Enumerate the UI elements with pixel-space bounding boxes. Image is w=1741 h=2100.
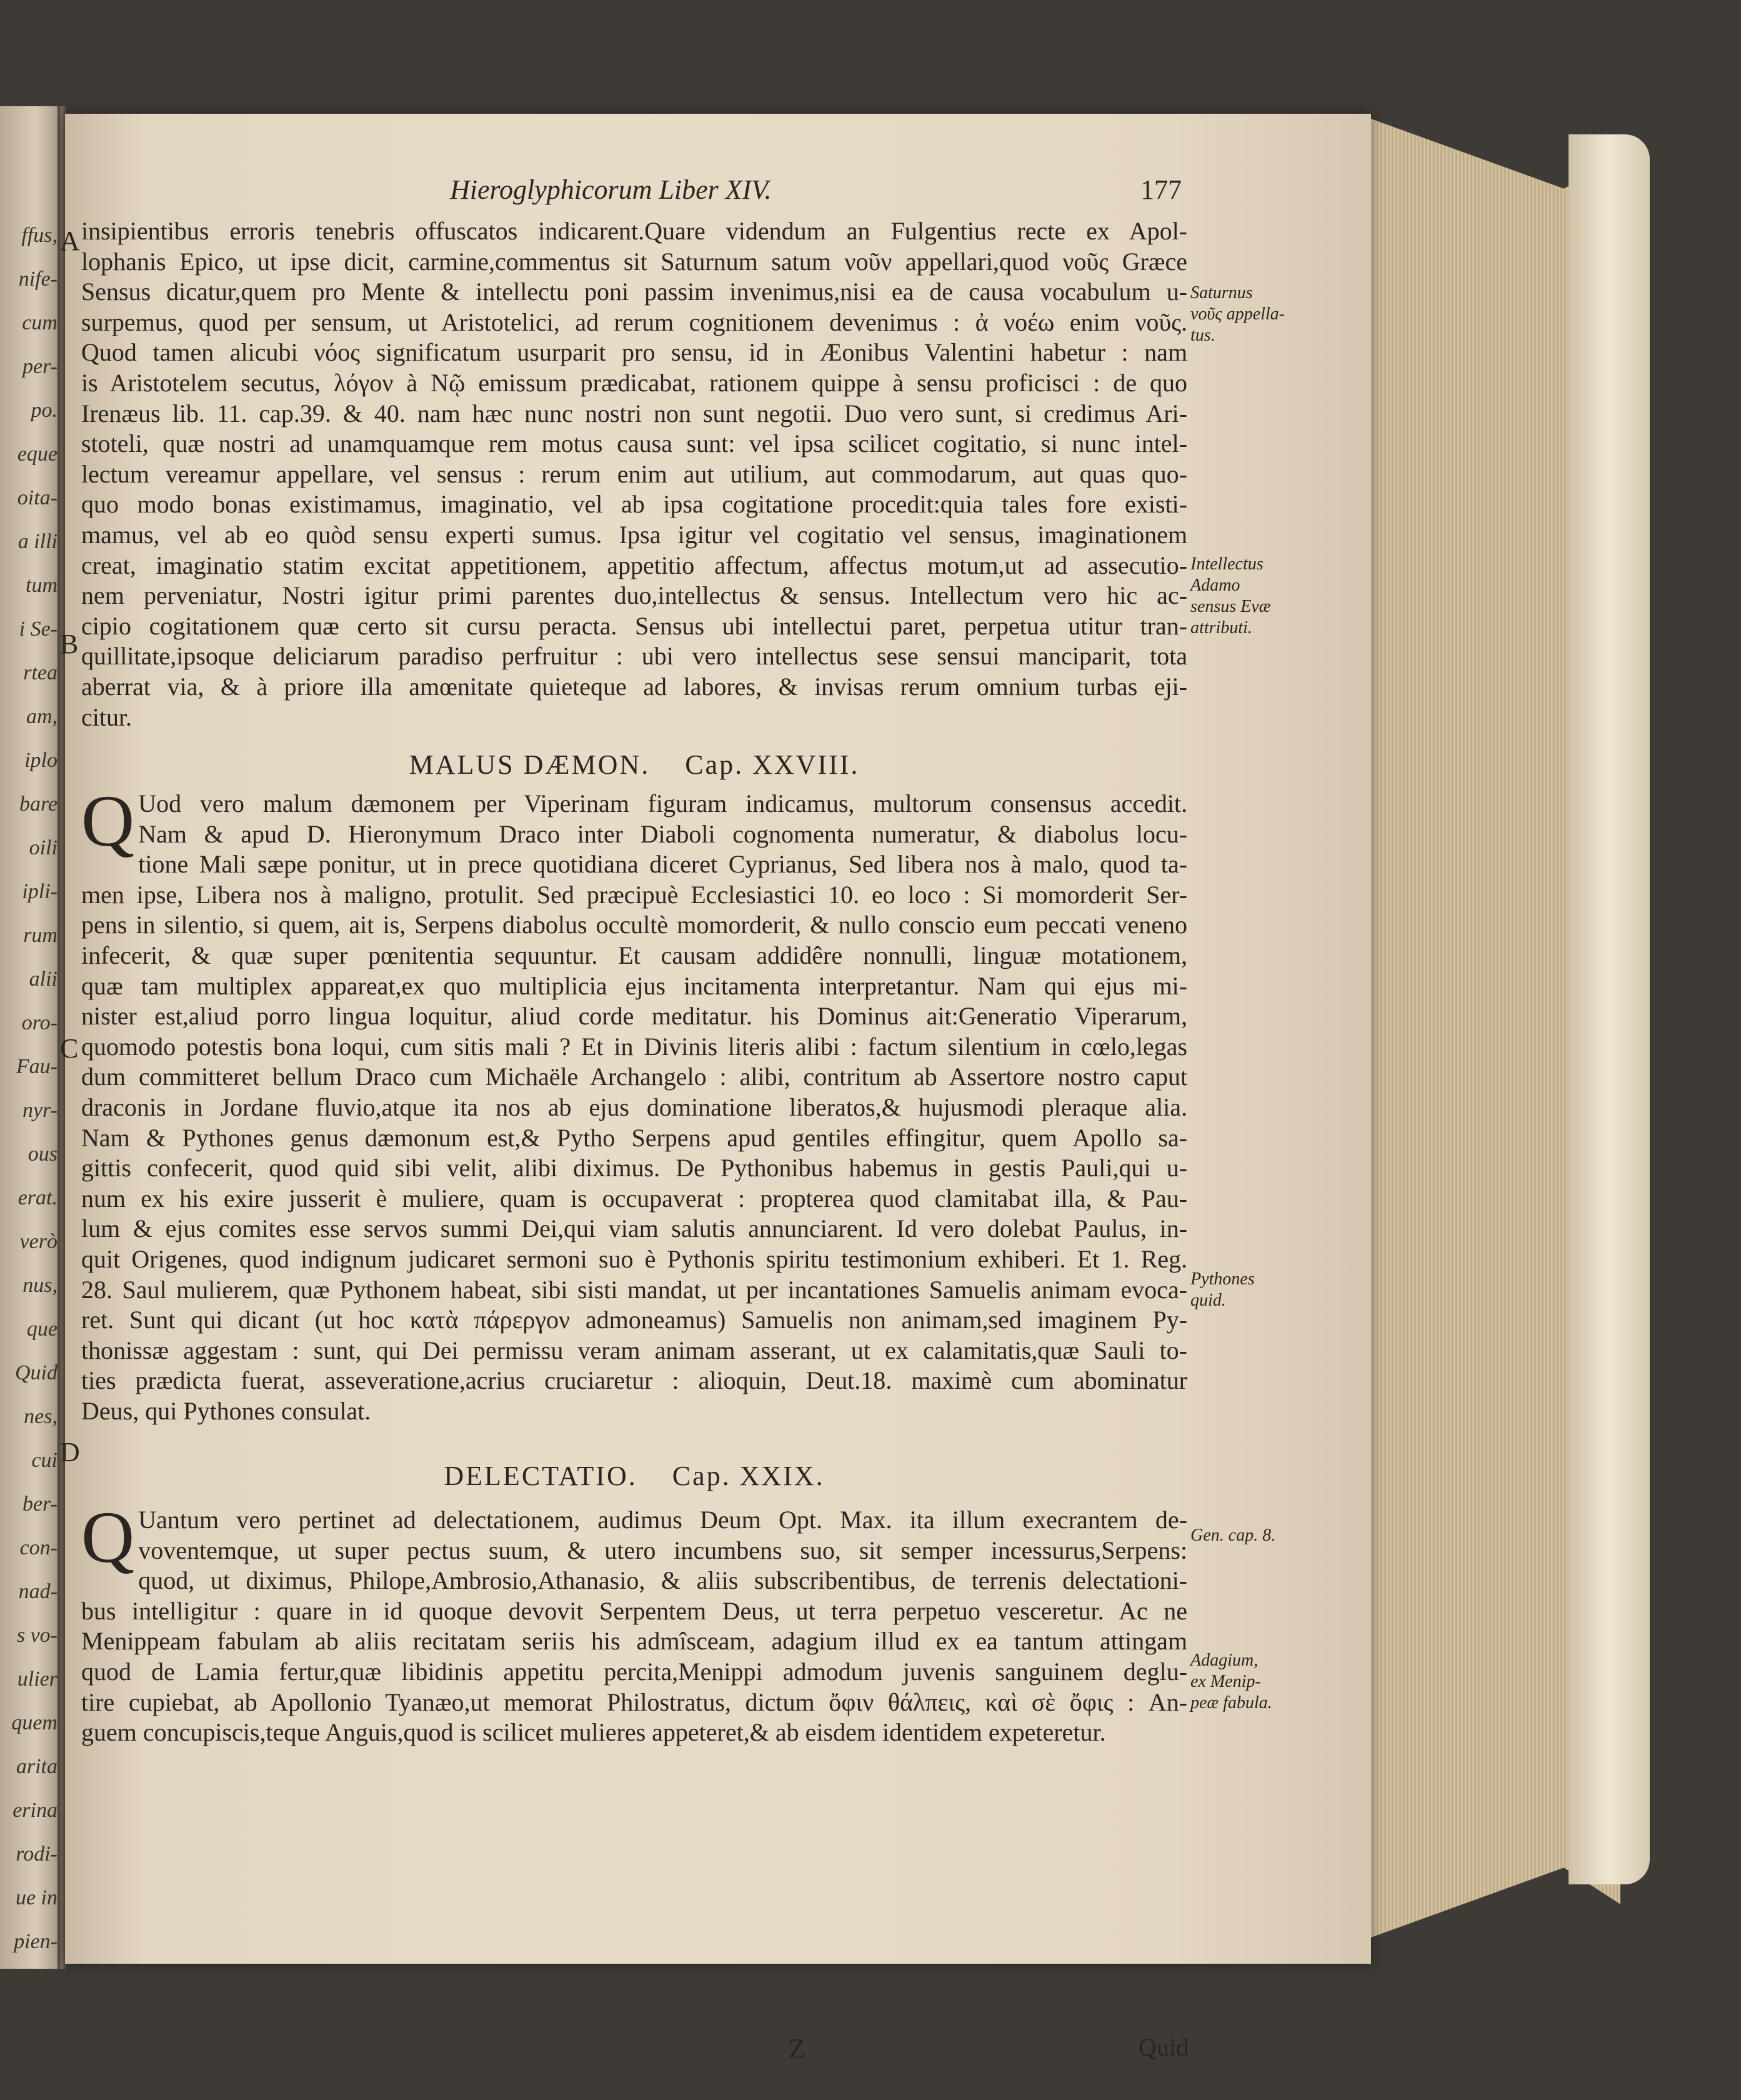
text-line: num ex his exire jusserit è muliere, quam is occupaverat : propterea quod clamitabat illa, & Pau-: [81, 1184, 1187, 1212]
facing-page-fragment: verò: [19, 1230, 57, 1253]
chapter-number: Cap. XXIX.: [672, 1461, 825, 1491]
text-line: lophanis Epico, ut ipse dicit, carmine,commentus sit Saturnum satum νοῦν appellari,quod νοῦς Græce: [81, 247, 1187, 276]
facing-page-fragment: quem: [11, 1711, 57, 1734]
text-line: voventemque, ut super pectus suum, & utero incumbens suo, sit semper incessurus,Serpens:: [138, 1536, 1187, 1564]
text-line: quod de Lamia fertur,quæ libidinis appetitu percita,Menippi admodum juvenis sanguinem deglu-: [81, 1657, 1187, 1686]
paragraph-1: [81, 216, 1187, 732]
chapter-title: MALUS DÆMON.: [409, 749, 651, 780]
facing-page-fragment: oita-: [17, 486, 57, 509]
facing-page-fragment: iplo: [24, 749, 57, 772]
margin-note-line: Adagium,: [1190, 1651, 1259, 1670]
text-line: lum & ejus comites esse servos summi Dei,qui viam salutis annunciarent. Id vero dolebat Paulus, in-: [81, 1214, 1187, 1243]
paragraph-2: [81, 780, 1187, 1426]
text-line: ties prædicta fuerat, asseveratione,acrius cruciaretur : alioquin, Deut.18. maximè cum abominatur: [81, 1366, 1187, 1395]
text-line: 28. Saul mulierem, quæ Pythonem habeat, sibi sisti mandat, ut per incantationes Samuelis animam evoca-: [81, 1275, 1187, 1304]
chapter-title: DELECTATIO.: [444, 1461, 637, 1491]
running-header: Hieroglyphicorum Liber XIV.: [450, 174, 772, 205]
text-line: guem concupiscis,teque Anguis,quod is scilicet mulieres appeteret,& ab eisdem identidem expeteretur.: [81, 1718, 1106, 1747]
margin-note-line: attributi.: [1190, 618, 1252, 638]
facing-page-fragment: cum: [22, 311, 57, 334]
margin-note-line: sensus Evæ: [1190, 597, 1271, 616]
facing-page-fragment: nad-: [18, 1580, 57, 1603]
chapter-heading-28: [81, 749, 1187, 781]
text-line: Deus, qui Pythones consulat.: [81, 1396, 371, 1425]
text-line: Nam & apud D. Hieronymum Draco inter Diaboli cognomenta numeratur, & diabolus locu-: [138, 819, 1187, 848]
facing-page-fragment: ffus,: [21, 224, 57, 247]
facing-page-fragment: oro-: [21, 1011, 57, 1034]
facing-page-fragment: nyr-: [22, 1099, 57, 1122]
text-line: quo modo bonas existimamus, imaginatio, vel ab ipsa cogitatione procedit:quia tales fore existi-: [81, 490, 1187, 519]
catchword: Quid: [1139, 2033, 1189, 2061]
margin-note-line: νοῦς appella-: [1190, 304, 1285, 324]
text-line: insipientibus erroris tenebris offuscatos indicarent.Quare videndum an Fulgentius recte ex Apol-: [81, 217, 1187, 245]
facing-page-fragment: am,: [26, 705, 57, 728]
text-line: stoteli, quæ nostri ad unamquamque rem motus causa sunt: vel ipsa scilicet cogitatio, si nunc intel-: [81, 429, 1187, 458]
facing-page-fragment: ipli-: [22, 880, 57, 903]
section-letter-d: D: [60, 1437, 80, 1468]
text-line: surpemus, quod per sensum, ut Aristotelici, ad rerum cognitionem devenimus : ἀ νοέω enim νοῦς.: [81, 308, 1187, 336]
chapter-number: Cap. XXVIII.: [685, 749, 860, 780]
section-letter-b: B: [60, 629, 79, 659]
vellum-cover: [1569, 134, 1650, 1884]
margin-note-pythones: [1190, 1269, 1255, 1311]
facing-page-fragment: ber-: [22, 1492, 57, 1516]
facing-page-fragment: oili: [29, 836, 57, 859]
margin-note-line: tus.: [1190, 326, 1215, 345]
text-line: Quod tamen alicubi νόος significatum usurparit pro sensu, id in Æonibus Valentini habetur : nam: [81, 338, 1187, 367]
facing-page-fragment: Quid: [15, 1361, 57, 1384]
section-letter-c: C: [60, 1033, 79, 1064]
facing-page-fragment: eque: [17, 442, 57, 466]
facing-page-fragment: que: [26, 1318, 57, 1341]
page-number: 177: [1140, 174, 1182, 205]
text-line: Sensus dicatur,quem pro Mente & intellectu poni passim invenimus,nisi ea de causa vocabulum u-: [81, 278, 1187, 306]
text-line: Uod vero malum dæmonem per Viperinam figuram indicamus, multorum consensus accedit.: [138, 789, 1187, 818]
text-line: quomodo potestis bona loqui, cum sitis mali ? Et in Divinis literis alibi : factum silentium in cœlo,legas: [81, 1032, 1187, 1061]
text-line: Nam & Pythones genus dæmonum est,& Pytho Serpens apud gentiles effingitur, quem Apollo sa-: [81, 1123, 1187, 1152]
facing-page-fragment: per-: [22, 355, 57, 378]
text-line: thonissæ aggestam : sunt, qui Dei permissu veram animam asserant, ut ex calamitatis,quæ Sauli to-: [81, 1336, 1187, 1364]
text-line: men ipse, Libera nos à maligno, protulit. Sed præcipuè Ecclesiastici 10. eo loco : Si momorderit Ser-: [81, 880, 1187, 909]
text-line: creat, imaginatio statim excitat appetitionem, appetitio affectum, affectus motum,ut ad assecutio-: [81, 551, 1187, 579]
facing-page-fragment: erina: [12, 1799, 57, 1822]
facing-page-fragment: nes,: [24, 1405, 57, 1428]
facing-page-fragment: erat.: [17, 1186, 57, 1209]
margin-note-adagium: [1190, 1650, 1272, 1714]
margin-note-line: Gen. cap. 8.: [1190, 1526, 1276, 1545]
facing-page-fragment: cui: [31, 1449, 57, 1472]
text-line: bus intelligitur : quare in id quoque devovit Serpentem Deus, ut terra perpetuo vesceretur. Ac ne: [81, 1596, 1187, 1625]
drop-cap: Q: [81, 1496, 135, 1578]
text-line: cipio cogitationem quæ certo sit cursu peracta. Sensus ubi intellectui paret, perpetua utitur tran-: [81, 611, 1187, 640]
facing-page-fragment: rodi-: [16, 1842, 57, 1866]
text-line: lectum vereamur appellare, vel sensus : rerum enim aut utilium, aut commodarum, aut quas quo-: [81, 459, 1187, 488]
facing-page-fragment: pien-: [14, 1930, 57, 1953]
text-line: draconis in Jordane fluvio,atque ita nos ab ejus dominatione liberatos,& hujusmodi pleraque alia.: [81, 1092, 1187, 1121]
facing-page-fragment: bare: [19, 792, 57, 816]
margin-note-line: quid.: [1190, 1291, 1226, 1310]
drop-cap: Q: [81, 780, 135, 862]
text-line: aberrat via, & à priore illa amœnitate quieteque ad labores, & invisas rerum omnium turbas eji-: [81, 672, 1187, 701]
text-line: citur.: [81, 702, 132, 731]
facing-page-fragment: nus,: [22, 1274, 57, 1297]
facing-page-fragment: con-: [19, 1536, 57, 1559]
facing-page-fragment: rtea: [23, 661, 57, 684]
facing-page-fragment: s vo-: [16, 1624, 57, 1647]
text-line: mamus, vel ab eo quòd sensu experti sumus. Ipsa igitur vel cogitatio vel sensus, imaginationem: [81, 520, 1187, 549]
text-line: dum committeret bellum Draco cum Michaële Archangelo : alibi, contritum ab Assertore nostro caput: [81, 1062, 1187, 1091]
facing-page-fragment: rum: [23, 924, 57, 947]
facing-page-fragment: i Se-: [19, 618, 57, 641]
margin-note-line: Intellectus: [1190, 554, 1264, 574]
text-line: gittis confecerit, quod quid sibi velit, alibi diximus. De Pythonibus habemus in gestis Pauli,qui u-: [81, 1154, 1187, 1182]
text-line: infecerit, & quæ super pœnitentia sequuntur. Et causam addidêre nonnulli, linguæ motationem,: [81, 941, 1187, 969]
facing-page-fragment: a illi: [17, 530, 57, 553]
text-line: tione Mali sæpe ponitur, ut in prece quotidiana diceret Cyprianus, Sed libera nos à malo, quod ta-: [138, 850, 1187, 879]
margin-note-saturnus: [1190, 282, 1285, 346]
facing-page-fragment: ulier: [17, 1668, 57, 1691]
margin-note-line: peæ fabula.: [1190, 1693, 1272, 1712]
text-line: ret. Sunt qui dicant (ut hoc κατὰ πάρεργον admoneamus) Samuelis non animam,sed imaginem Py-: [81, 1306, 1187, 1334]
text-line: pens in silentio, si quem, ait is, Serpens diabolus occultè momorderit, & nullo conscio eum peccati veneno: [81, 911, 1187, 939]
paragraph-3: [81, 1496, 1187, 1748]
text-line: quæ tam multiplex appareat,ex quo multiplicia ejus incitamenta interpretantur. Nam qui ejus mi-: [81, 971, 1187, 1000]
text-line: quod, ut diximus, Philope,Ambrosio,Athanasio, & aliis subscribentibus, de terrenis delectationi-: [138, 1566, 1187, 1595]
text-line: Menippeam fabulam ab aliis recitatam seriis his admîsceam, adagium illud ex ea tantum attingam: [81, 1627, 1187, 1656]
text-line: nister est,aliud porro lingua loquitur, aliud corde meditatur. his Dominus ait:Generatio Viperarum,: [81, 1002, 1187, 1031]
facing-page-fragment: po.: [31, 399, 57, 422]
facing-page-fragment: ue in: [15, 1886, 57, 1909]
facing-page-fragment: ous: [27, 1142, 57, 1166]
facing-page-fragment: Fau-: [16, 1055, 57, 1078]
facing-page-fragment: tum: [26, 574, 57, 597]
text-line: Irenæus lib. 11. cap.39. & 40. nam hæc nunc nostri non sunt negotii. Duo vero sunt, si credimus Ari-: [81, 399, 1187, 428]
text-line: tire cupiebat, ab Apollonio Tyanæo,ut memorat Philostratus, dictum ὄφιν θάλπεις, καὶ σὲ ὄφις : An-: [81, 1688, 1187, 1716]
signature-mark: Z: [789, 2033, 806, 2064]
margin-note-intellectus: [1190, 554, 1270, 639]
section-letter-a: A: [60, 226, 80, 256]
text-line: quillitate,ipsoque deliciarum paradiso perfruitur : ubi vero intellectus sese sensui manciparit, tota: [81, 642, 1187, 671]
text-line: nem perveniatur, Nostri igitur primi parentes duo,intellectus & sensus. Intellectum vero hic ac-: [81, 581, 1187, 610]
facing-page-edge: [0, 106, 60, 1969]
text-line: Uantum vero pertinet ad delectationem, audimus Deum Opt. Max. ita illum execrantem de-: [138, 1506, 1187, 1534]
facing-page-fragment: alii: [29, 968, 57, 991]
margin-note-line: Saturnus: [1190, 283, 1253, 302]
margin-note-line: Adamo: [1190, 576, 1240, 595]
text-line: quit Origenes, quod indignum judicaret sermoni suo è Pythonis spiritu testimonium exhiberi. Et 1. Reg.: [81, 1244, 1187, 1273]
text-line: is Aristotelem secutus, λόγον à Nῷ emissum prædicabat, rationem quippe à sensu proficisci : de quo: [81, 368, 1187, 397]
facing-page-fragment: nife-: [18, 268, 57, 291]
facing-page-fragment: arita: [16, 1755, 57, 1778]
margin-note-line: Pythones: [1190, 1269, 1255, 1289]
margin-note-line: ex Menip-: [1190, 1672, 1261, 1691]
margin-note-gen: [1190, 1525, 1275, 1546]
chapter-heading-29: [81, 1460, 1187, 1492]
